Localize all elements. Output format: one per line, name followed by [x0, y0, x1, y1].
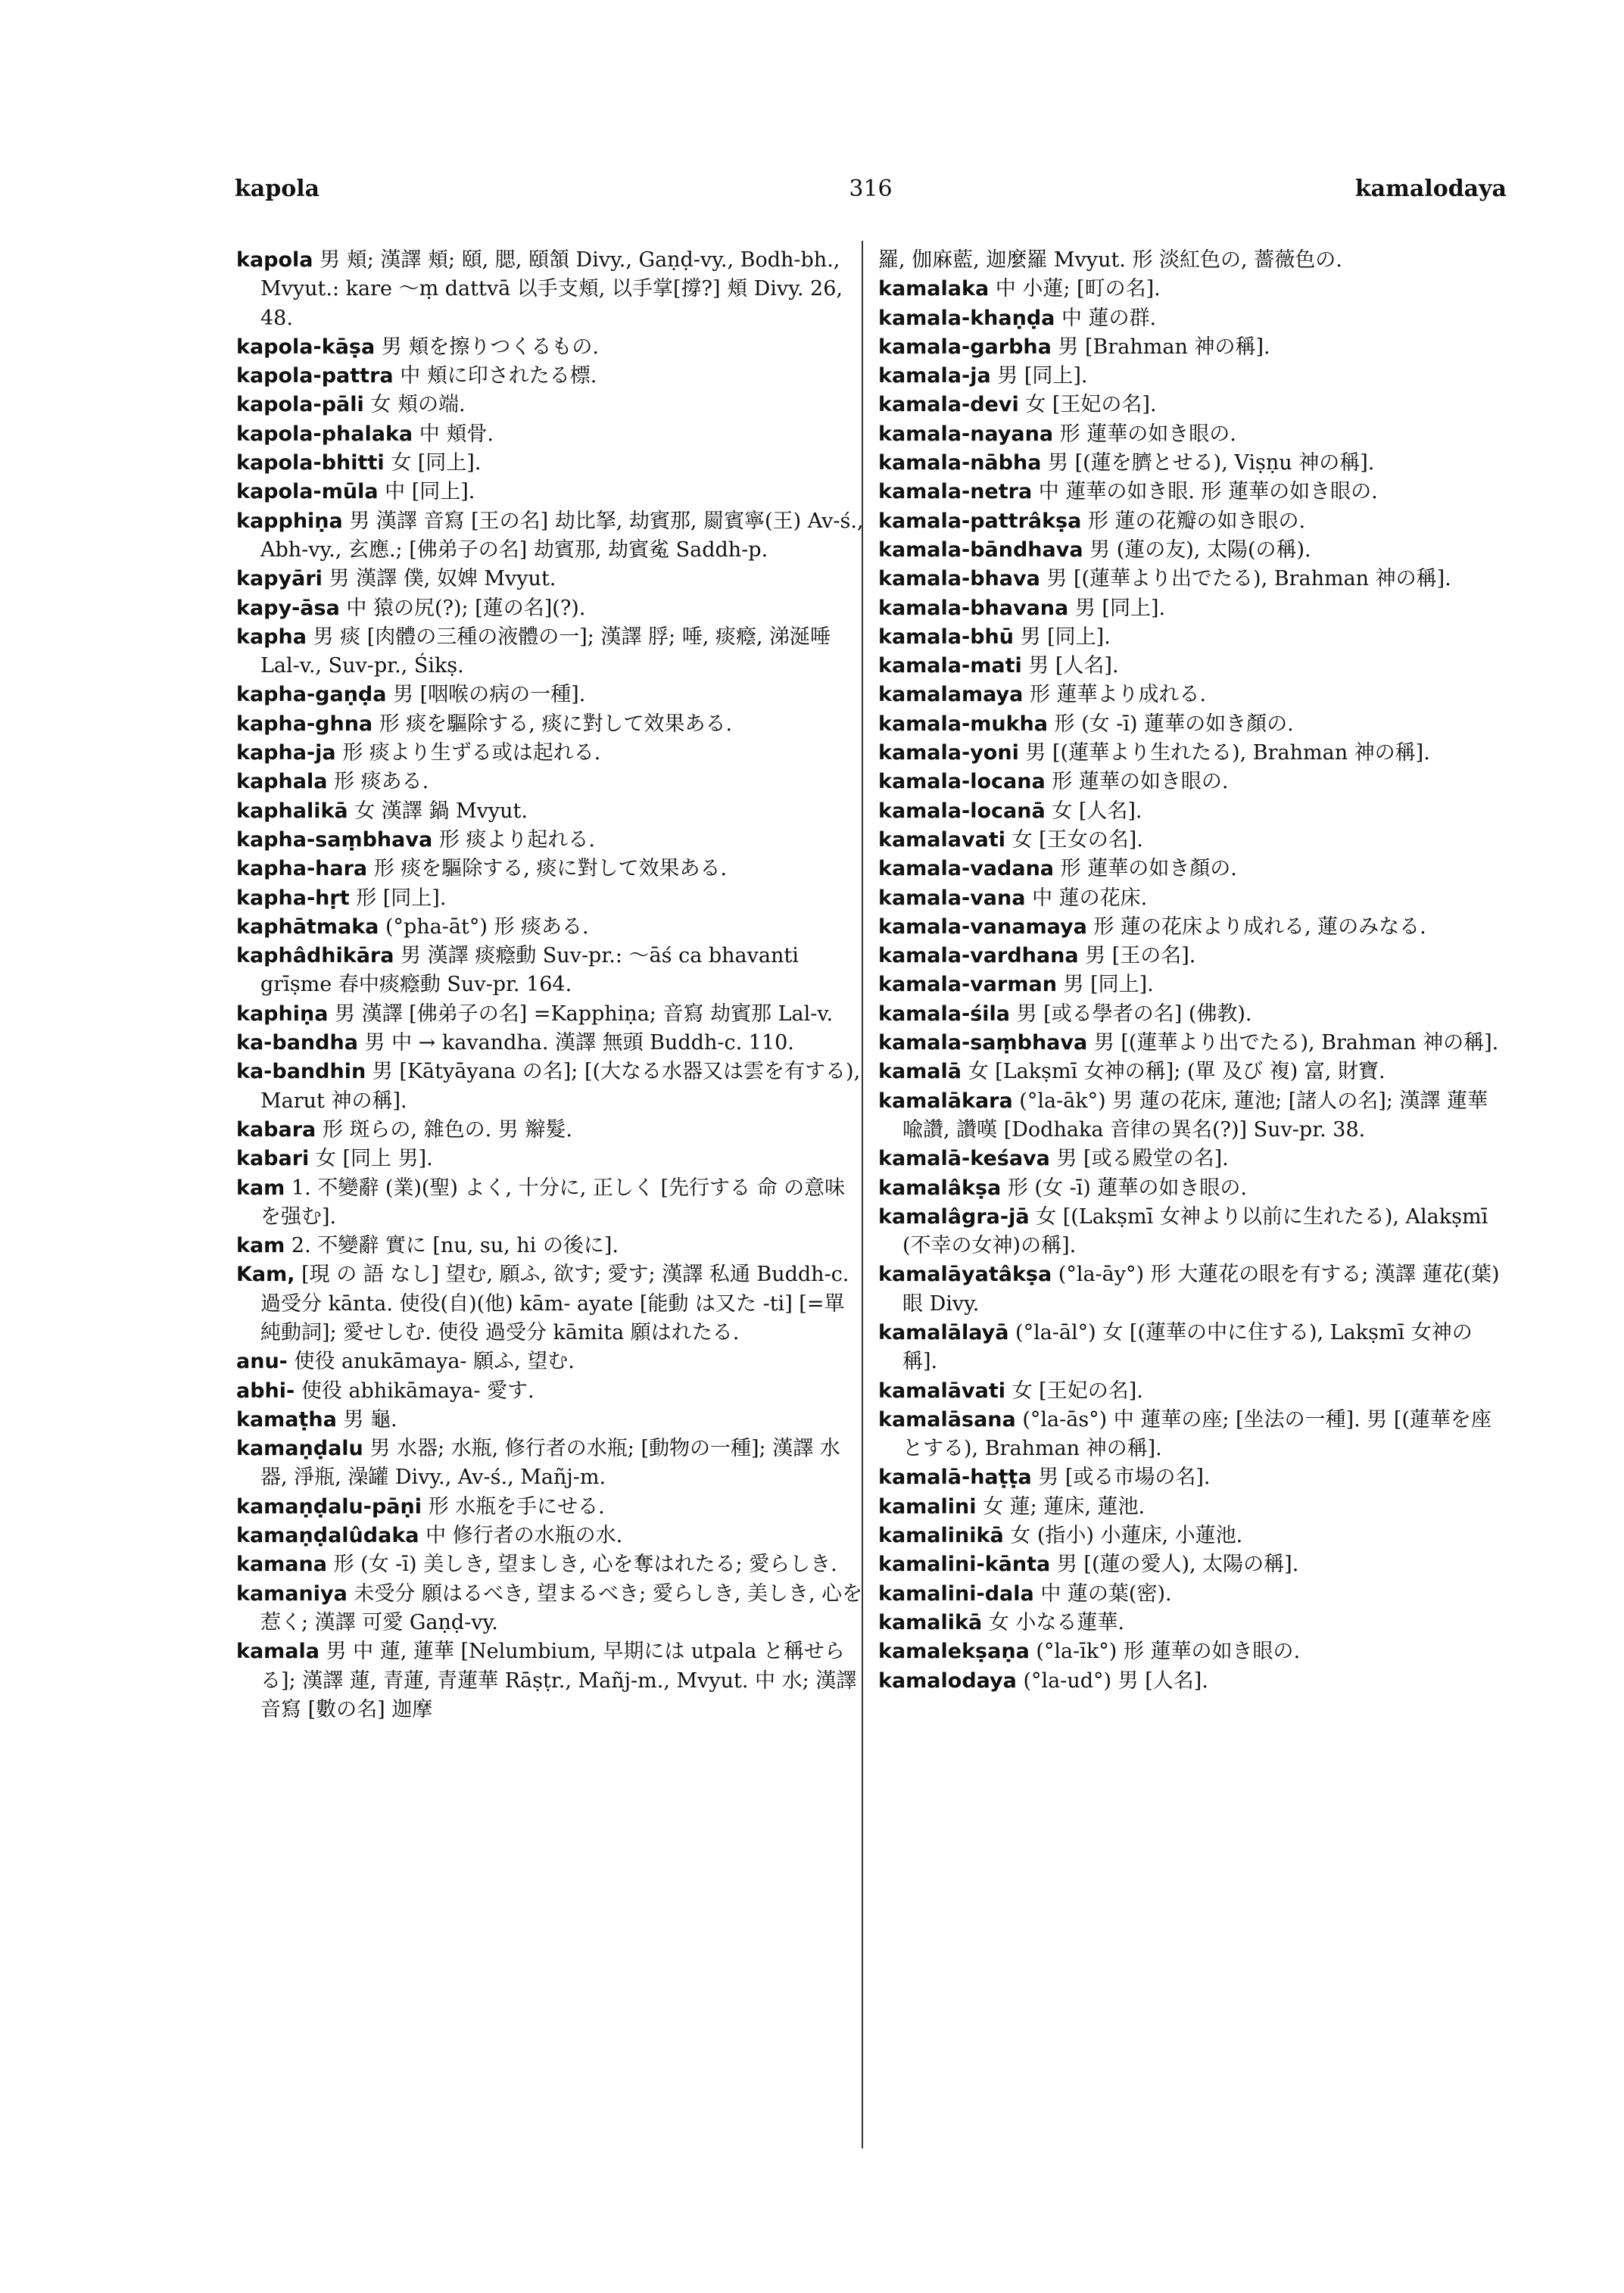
dictionary-entry	[236, 1580, 865, 1638]
dictionary-entry	[878, 623, 1507, 652]
entry-headword: kamana	[236, 1553, 327, 1577]
entry-definition: 中 蓮の花床.	[1025, 886, 1148, 910]
entry-definition: 男 [Brahman 神の稱].	[1051, 335, 1270, 359]
dictionary-entry	[878, 275, 1507, 304]
entry-definition: 形 蓮の花瓣の如き眼の.	[1081, 509, 1306, 533]
entry-definition: 形 痰を驅除する, 痰に對して效果ある.	[372, 712, 733, 736]
entry-headword: kapola-bhitti	[236, 451, 385, 475]
dictionary-entry	[878, 710, 1507, 739]
dictionary-entry	[878, 478, 1507, 506]
dictionary-entry	[878, 681, 1507, 709]
dictionary-entry	[878, 362, 1507, 391]
entry-definition: 男 [或る殿堂の名].	[1049, 1147, 1229, 1171]
dictionary-entry	[236, 1435, 865, 1493]
entry-definition: 女 [王女の名].	[1005, 827, 1143, 852]
entry-headword: kamalā-keśava	[878, 1147, 1050, 1171]
dictionary-entry	[878, 1145, 1507, 1173]
entry-definition: 男 頬; 漢譯 頬; 頤, 腮, 頤頷 Divy., Gaṇḍ-vy., Bodh-bh., Mvyut.: kare ～ṃ dattvā 以手支頬, 以手掌[撐?] 頬 Divy. 26, 48.	[260, 248, 843, 330]
running-header	[235, 176, 1507, 221]
entry-definition: 男 漢譯 [佛弟子の名] =Kapphiṇa; 音寫 劫賓那 Lal-v.	[328, 1002, 834, 1026]
dictionary-entry	[878, 797, 1507, 826]
entry-definition: 男 [或る學者の名] (佛教).	[1010, 1002, 1252, 1026]
dictionary-entry	[878, 1087, 1507, 1145]
entry-headword: kaphiṇa	[236, 1002, 329, 1026]
entry-headword: kapola-kāṣa	[236, 335, 376, 359]
entry-headword: kamalikā	[878, 1610, 983, 1634]
dictionary-entry	[236, 1000, 865, 1029]
entry-definition: 女 頬の端.	[363, 393, 466, 417]
entry-headword: kapola-pattra	[236, 364, 394, 388]
entry-definition: 形 痰を驅除する, 痰に對して效果ある.	[367, 857, 728, 881]
dictionary-entry	[878, 304, 1507, 333]
entry-definition: 形 蓮華より成れる.	[1023, 683, 1207, 707]
dictionary-entry	[878, 1550, 1507, 1579]
entry-definition: (°la-īk°) 形 蓮華の如き眼の.	[1029, 1640, 1301, 1664]
entry-definition: 1. 不變辭 (業)(聖) よく, 十分に, 正しく [先行する 命 の意味を强む].	[260, 1176, 846, 1229]
entry-definition: 女 [王妃の名].	[1005, 1379, 1143, 1403]
dictionary-entry	[236, 391, 865, 419]
dictionary-entry	[878, 768, 1507, 796]
dictionary-entry	[236, 1260, 865, 1347]
entry-definition: 女 蓮; 蓮床, 蓮池.	[976, 1494, 1146, 1519]
entry-headword: kamalaka	[878, 277, 990, 301]
entry-definition: 男 漢譯 痰癊動 Suv-pr.: ～āś ca bhavanti grīṣme 春中痰癊動 Suv-pr. 164.	[260, 944, 799, 997]
entry-definition: 形 水瓶を手にせる.	[422, 1494, 605, 1519]
entry-definition: 中 小蓮; [町の名].	[989, 277, 1161, 301]
entry-definition: 形 蓮華の如き顏の.	[1054, 857, 1237, 881]
entry-definition: 形 (女 -ī) 美しき, 望ましき, 心を奪はれたる; 愛らしき.	[326, 1553, 837, 1577]
dictionary-entry	[878, 594, 1507, 623]
entry-definition: 中 頬骨.	[413, 422, 494, 446]
entry-headword: kamala-locana	[878, 770, 1046, 794]
dictionary-entry	[878, 1029, 1507, 1058]
entry-definition: 中 修行者の水瓶の水.	[419, 1524, 623, 1548]
entry-headword: kam	[236, 1176, 285, 1200]
entry-definition: 女 [同上].	[384, 451, 482, 475]
entry-headword: kamaṇḍalu	[236, 1437, 363, 1461]
entry-definition: 男 [同上].	[990, 364, 1088, 388]
entry-headword: kaphalikā	[236, 799, 348, 823]
header-guideword-right: kamalodaya	[1354, 176, 1507, 202]
entry-headword: kamaṇḍalu-pāṇi	[236, 1494, 422, 1519]
entry-headword: kamalā-haṭṭa	[878, 1466, 1032, 1490]
entry-headword: kamala-bhava	[878, 567, 1040, 591]
dictionary-entry	[878, 1319, 1507, 1377]
entry-headword: kapha-gaṇḍa	[236, 683, 387, 707]
entry-definition: 使役 anukāmaya- 願ふ, 望む.	[287, 1350, 575, 1374]
entry-definition: 女 漢譯 鍋 Mvyut.	[348, 799, 528, 823]
right-column	[878, 246, 1507, 1696]
entry-definition: 女 [王妃の名].	[1018, 393, 1157, 417]
dictionary-entry	[236, 1232, 865, 1260]
dictionary-entry	[236, 246, 865, 333]
dictionary-entry	[878, 1609, 1507, 1637]
entry-definition: 男 [(蓮の愛人), 太陽の稱].	[1050, 1553, 1299, 1577]
entry-headword: kapola-pāli	[236, 393, 364, 417]
entry-definition: 形 (女 -ī) 蓮華の如き眼の.	[1001, 1176, 1248, 1200]
entry-definition: 男 漢譯 音寫 [王の名] 劫比拏, 劫賓那, 罽賓寧(王) Av-ś., Abh-vy., 玄應.; [佛弟子の名] 劫賓那, 劫賓㝹 Saddh-p.	[260, 509, 864, 562]
dictionary-entry	[236, 855, 865, 883]
entry-headword: kaphâdhikāra	[236, 944, 394, 968]
dictionary-entry	[236, 1406, 865, 1435]
dictionary-entry	[878, 913, 1507, 942]
dictionary-entry	[236, 420, 865, 449]
dictionary-entry	[236, 1377, 865, 1406]
entry-definition: 形 痰より起れる.	[432, 827, 595, 852]
entry-definition: 男 [Kātyāyana の名]; [(大なる水器又は雲を有する), Marut 神の稱].	[260, 1060, 861, 1113]
entry-definition: 男 龜.	[336, 1407, 397, 1432]
dictionary-entry	[236, 826, 865, 855]
entry-headword: kapphiṇa	[236, 509, 343, 533]
dictionary-entry	[878, 826, 1507, 855]
entry-headword: kamaṭha	[236, 1407, 337, 1432]
dictionary-entry	[236, 942, 865, 1000]
entry-headword: Kam,	[236, 1263, 295, 1287]
dictionary-entry	[236, 797, 865, 826]
entry-headword: abhi-	[236, 1379, 295, 1403]
entry-headword: kamaṇḍalûdaka	[236, 1524, 419, 1548]
entry-definition: 形 (女 -ī) 蓮華の如き顏の.	[1047, 712, 1294, 736]
entry-definition: [現 の 語 なし] 望む, 願ふ, 欲す; 愛す; 漢譯 私通 Buddh-c. 過受分 kānta. 使役(自)(他) kām- ayate [能動 は又た -ti] [=單純動詞]; 愛せしむ. 使役 過受分 kāmita 願はれたる.	[260, 1263, 849, 1344]
dictionary-entry	[236, 681, 865, 709]
entry-definition: 男 水器; 水瓶, 修行者の水瓶; [動物の一種]; 漢譯 水器, 淨瓶, 澡罐 Divy., Av-ś., Mañj-m.	[260, 1437, 840, 1490]
entry-definition: 男 [同上].	[1056, 973, 1154, 997]
entry-headword: kamalālayā	[878, 1320, 1009, 1344]
entry-definition: 男 漢譯 僕, 奴婢 Mvyut.	[322, 567, 556, 591]
entry-headword: kamalodaya	[878, 1668, 1017, 1693]
entry-definition: 中 蓮華の如き眼. 形 蓮華の如き眼の.	[1032, 480, 1378, 504]
entry-headword: kamala-bāndhava	[878, 537, 1083, 562]
dictionary-entry	[878, 565, 1507, 594]
dictionary-entry	[236, 1493, 865, 1522]
page-number: 316	[849, 176, 893, 202]
entry-definition: 中 蓮の葉(密).	[1033, 1581, 1172, 1606]
entry-headword: kapha-hṛt	[236, 886, 350, 910]
entry-headword: kamalini-kānta	[878, 1553, 1051, 1577]
dictionary-entry	[236, 884, 865, 913]
entry-headword: kamalavati	[878, 827, 1005, 852]
entry-headword: kamala-ja	[878, 364, 991, 388]
dictionary-entry	[878, 1174, 1507, 1203]
entry-headword: kamala-nābha	[878, 451, 1042, 475]
dictionary-entry	[878, 1406, 1507, 1464]
dictionary-entry	[236, 710, 865, 739]
dictionary-entry	[236, 913, 865, 942]
entry-definition: (°la-āy°) 形 大蓮花の眼を有する; 漢譯 蓮花(葉)眼 Divy.	[902, 1263, 1500, 1316]
entry-headword: kamala-bhū	[878, 625, 1014, 649]
entry-headword: kamalāyatâkṣa	[878, 1263, 1052, 1287]
entry-definition: 男 [咽喉の病の一種].	[386, 683, 586, 707]
entry-definition: (°la-ās°) 中 蓮華の座; [坐法の一種]. 男 [(蓮華を座とする), Brahman 神の稱].	[902, 1407, 1492, 1461]
entry-headword: kamala-vana	[878, 886, 1026, 910]
entry-headword: kamalāvati	[878, 1379, 1005, 1403]
entry-definition: 男 [(蓮華より出でたる), Brahman 神の稱].	[1087, 1031, 1499, 1055]
dictionary-entry	[236, 478, 865, 506]
dictionary-entry	[236, 623, 865, 681]
entry-definition: 形 斑らの, 雜色の. 男 辮髮.	[316, 1117, 572, 1142]
dictionary-entry	[236, 507, 865, 565]
entry-definition: 中 頬に印されたる標.	[393, 364, 597, 388]
dictionary-entry	[236, 768, 865, 796]
entry-definition: 形 痰より生ずる或は起れる.	[335, 741, 601, 765]
entry-definition: 中 猿の尻(?); [蓮の名](?).	[339, 596, 586, 620]
entry-definition: 男 [人名].	[1021, 654, 1119, 678]
entry-headword: kapha-saṃbhava	[236, 827, 433, 852]
entry-definition: 男 中 → kavandha. 漢譯 無頭 Buddh-c. 110.	[357, 1031, 794, 1055]
entry-headword: anu-	[236, 1350, 288, 1374]
dictionary-entry	[878, 1493, 1507, 1522]
dictionary-entry	[236, 449, 865, 478]
entry-headword: kamala-netra	[878, 480, 1033, 504]
entry-headword: kapha-ja	[236, 741, 336, 765]
dictionary-entry	[236, 1145, 865, 1173]
entry-headword: kabara	[236, 1117, 316, 1142]
dictionary-entry	[878, 1463, 1507, 1492]
entry-definition: 形 [同上].	[349, 886, 447, 910]
dictionary-entry	[878, 246, 1507, 275]
entry-headword: kamala-vardhana	[878, 944, 1079, 968]
entry-headword: kamala-nayana	[878, 422, 1054, 446]
dictionary-entry	[878, 1260, 1507, 1319]
entry-headword: kapyāri	[236, 567, 323, 591]
entry-headword: kamaniya	[236, 1581, 348, 1606]
dictionary-entry	[236, 1058, 865, 1116]
entry-definition: 女 [人名].	[1045, 799, 1142, 823]
dictionary-entry	[878, 333, 1507, 362]
entry-headword: kabari	[236, 1147, 310, 1171]
entry-definition: 男 [或る市場の名].	[1031, 1466, 1211, 1490]
entry-headword: kamala-śila	[878, 1002, 1011, 1026]
dictionary-entry	[878, 391, 1507, 419]
dictionary-entry	[878, 1580, 1507, 1609]
dictionary-entry	[236, 565, 865, 594]
dictionary-entry	[878, 1637, 1507, 1666]
dictionary-entry	[878, 855, 1507, 883]
entry-headword: kapha-hara	[236, 857, 368, 881]
entry-definition: 中 蓮の群.	[1055, 306, 1157, 330]
dictionary-entry	[878, 1058, 1507, 1086]
dictionary-entry	[236, 1116, 865, 1145]
entry-headword: kamalekṣaṇa	[878, 1640, 1030, 1664]
dictionary-entry	[878, 1000, 1507, 1029]
dictionary-entry	[878, 652, 1507, 681]
entry-headword: kaphātmaka	[236, 914, 379, 939]
entry-definition: 男 痰 [肉體の三種の液體の一]; 漢譯 脬; 唾, 痰癊, 涕涎唾 Lal-v., Suv-pr., Śikṣ.	[260, 625, 831, 678]
entry-definition: 女 [同上 男].	[309, 1147, 433, 1171]
entry-headword: kapola-phalaka	[236, 422, 413, 446]
entry-definition: 男 (蓮の友), 太陽(の稱).	[1083, 537, 1311, 562]
dictionary-entry	[236, 362, 865, 391]
dictionary-entry	[878, 884, 1507, 913]
entry-headword: kamalini	[878, 1494, 977, 1519]
entry-definition: 女 小なる蓮華.	[982, 1610, 1124, 1634]
entry-definition: 形 蓮の花床より成れる, 蓮のみなる.	[1086, 914, 1426, 939]
dictionary-entry	[236, 1347, 865, 1376]
entry-headword: kamala-garbha	[878, 335, 1052, 359]
dictionary-entry	[878, 536, 1507, 565]
entry-definition: 羅, 伽麻藍, 迦麼羅 Mvyut. 形 淡紅色の, 薔薇色の.	[878, 248, 1342, 272]
dictionary-entry	[878, 1203, 1507, 1261]
header-guideword-left: kapola	[235, 176, 320, 202]
entry-headword: kamala-mukha	[878, 712, 1048, 736]
entry-definition: 形 蓮華の如き眼の.	[1045, 770, 1229, 794]
dictionary-entry	[878, 1522, 1507, 1550]
dictionary-entry	[878, 970, 1507, 999]
entry-headword: kamala	[236, 1640, 320, 1664]
dictionary-entry	[878, 449, 1507, 478]
entry-definition: (°la-āl°) 女 [(蓮華の中に住する), Lakṣmī 女神の稱].	[902, 1320, 1473, 1374]
entry-headword: kamala-khaṇḍa	[878, 306, 1055, 330]
dictionary-entry	[878, 739, 1507, 768]
entry-definition: 女 (指小) 小蓮床, 小蓮池.	[1003, 1524, 1243, 1548]
entry-headword: kamala-vadana	[878, 857, 1055, 881]
entry-headword: kamala-saṃbhava	[878, 1031, 1088, 1055]
dictionary-entry	[236, 1174, 865, 1232]
entry-headword: kamala-varman	[878, 973, 1057, 997]
entry-definition: 男 [同上].	[1013, 625, 1111, 649]
entry-headword: kamala-mati	[878, 654, 1022, 678]
dictionary-entry	[878, 507, 1507, 536]
entry-headword: kamalini-dala	[878, 1581, 1034, 1606]
entry-headword: kamala-vanamaya	[878, 914, 1087, 939]
entry-headword: ka-bandha	[236, 1031, 358, 1055]
entry-definition: 男 中 蓮, 蓮華 [Nelumbium, 早期には utpala と稱せらる]; 漢譯 蓮, 青蓮, 青蓮華 Rāṣṭr., Mañj-m., Mvyut. 中 水; 漢譯 音寫 [數の名] 迦摩	[260, 1640, 857, 1721]
entry-headword: kamala-devi	[878, 393, 1019, 417]
dictionary-entry	[878, 420, 1507, 449]
entry-definition: (°la-āk°) 男 蓮の花床, 蓮池; [諸人の名]; 漢譯 蓮華喩讚, 讚嘆 [Dodhaka 音律の異名(?)] Suv-pr. 38.	[902, 1089, 1488, 1142]
entry-headword: kamala-locanā	[878, 799, 1046, 823]
entry-headword: kamalamaya	[878, 683, 1024, 707]
entry-headword: ka-bandhin	[236, 1060, 366, 1084]
entry-headword: kaphala	[236, 770, 328, 794]
entry-definition: 中 [同上].	[378, 480, 475, 504]
entry-headword: kamalāsana	[878, 1407, 1016, 1432]
entry-definition: (°la-ud°) 男 [人名].	[1016, 1668, 1208, 1693]
dictionary-entry	[236, 739, 865, 768]
entry-definition: 女 [Lakṣmī 女神の稱]; (單 及び 複) 富, 財寶.	[962, 1060, 1386, 1084]
entry-headword: kam	[236, 1234, 285, 1258]
entry-definition: 形 蓮華の如き眼の.	[1053, 422, 1236, 446]
dictionary-entry	[236, 333, 865, 362]
entry-definition: 使役 abhikāmaya- 愛す.	[295, 1379, 535, 1403]
dictionary-entry	[878, 942, 1507, 970]
entry-definition: 2. 不變辭 實に [nu, su, hi の後に].	[285, 1234, 619, 1258]
dictionary-entry	[236, 1029, 865, 1058]
entry-definition: 女 [(Lakṣmī 女神より以前に生れたる), Alakṣmī (不幸の女神)の稱].	[902, 1204, 1488, 1258]
dictionary-entry	[878, 1377, 1507, 1406]
entry-headword: kamala-yoni	[878, 741, 1019, 765]
dictionary-entry	[236, 1550, 865, 1579]
entry-headword: kamalâkṣa	[878, 1176, 1002, 1200]
dictionary-entry	[236, 594, 865, 623]
entry-headword: kapola-mūla	[236, 480, 379, 504]
entry-headword: kapha	[236, 625, 307, 649]
entry-definition: 男 [(蓮華より出でたる), Brahman 神の稱].	[1040, 567, 1451, 591]
entry-definition: 未受分 願はるべき, 望まるべき; 愛らしき, 美しき, 心を惹く; 漢譯 可愛 Gaṇḍ-vy.	[260, 1581, 863, 1634]
entry-headword: kapha-ghna	[236, 712, 373, 736]
entry-headword: kamala-bhavana	[878, 596, 1069, 620]
entry-definition: 男 [(蓮華より生れたる), Brahman 神の稱].	[1018, 741, 1430, 765]
dictionary-entry	[236, 1522, 865, 1550]
entry-headword: kapola	[236, 248, 313, 272]
entry-headword: kamalâgra-jā	[878, 1204, 1030, 1229]
entry-definition: 男 [同上].	[1068, 596, 1166, 620]
entry-definition: 男 [(蓮を臍とせる), Viṣṇu 神の稱].	[1041, 451, 1375, 475]
left-column	[236, 246, 865, 1724]
entry-headword: kapy-āsa	[236, 596, 340, 620]
entry-headword: kamalākara	[878, 1089, 1013, 1113]
entry-definition: (°pha-āt°) 形 痰ある.	[379, 914, 589, 939]
entry-headword: kamalinikā	[878, 1524, 1004, 1548]
dictionary-entry	[236, 1637, 865, 1724]
entry-headword: kamalā	[878, 1060, 962, 1084]
entry-headword: kamala-pattrâkṣa	[878, 509, 1082, 533]
entry-definition: 形 痰ある.	[327, 770, 429, 794]
entry-definition: 男 [王の名].	[1078, 944, 1196, 968]
dictionary-entry	[878, 1667, 1507, 1696]
entry-definition: 男 頬を擦りつくるもの.	[375, 335, 599, 359]
